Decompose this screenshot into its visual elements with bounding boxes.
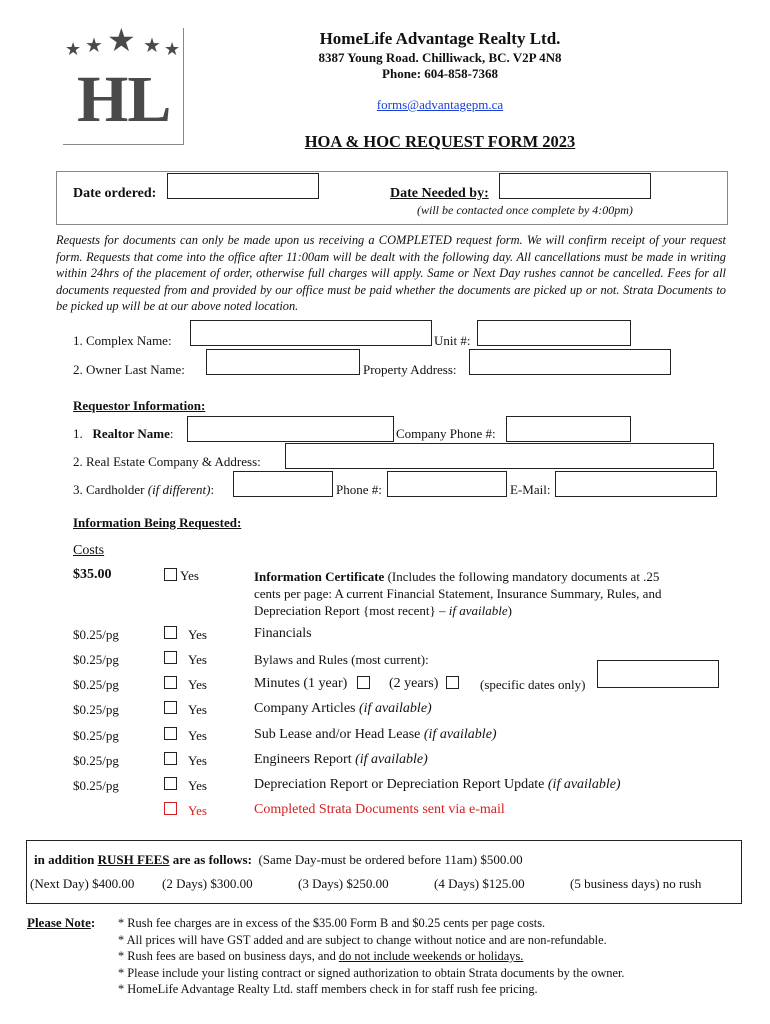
rush-two-days: (2 Days) $300.00 (162, 876, 253, 891)
cardholder-text: 3. Cardholder (73, 482, 145, 497)
date-needed-note: (will be contacted once complete by 4:00pm) (417, 203, 633, 217)
date-needed-label: Date Needed by: (390, 186, 489, 201)
cost-minutes: $0.25/pg (73, 677, 119, 692)
note-item: * All prices will have GST added and are subject to change without notice and are non-refundable. (118, 932, 607, 947)
minutes-specific-dates-field[interactable] (597, 660, 719, 688)
info-certificate-text3: Depreciation Report {most recent} – (254, 603, 449, 618)
costs-label: Costs (73, 543, 105, 558)
realtor-colon: : (169, 426, 174, 441)
requestor-heading: Requestor Information: (73, 398, 206, 413)
real-estate-company-label: 2. Real Estate Company & Address: (73, 454, 261, 469)
engineers-report-desc (254, 752, 428, 768)
rush-three-days: (3 Days) $250.00 (298, 876, 389, 891)
minutes-checkbox[interactable] (164, 676, 177, 689)
cost-sublease: $0.25/pg (73, 728, 119, 743)
sublease-checkbox[interactable] (164, 727, 177, 740)
intro-paragraph: Requests for documents can only be made upon us receiving a COMPLETED request form. We will confirm receipt of your request form. Requests that come into the office after 11:00am will be dealt with the following day. All cancellations must be made in writing within 24hrs of the placement of order, otherwise full charges will apply. Same or Next Day rushes cannot be cancelled. Fees for all documents requested from and provided by our office must be paid whether the documents are picked up or not. Strata Documents to be picked up will be at our above noted location. (56, 233, 726, 313)
yes-label: Yes (188, 627, 207, 642)
yes-label: Yes (188, 778, 207, 793)
yes-label: Yes (188, 702, 207, 717)
owner-last-name-field[interactable] (206, 349, 360, 375)
unit-label: Unit #: (434, 333, 471, 348)
company-articles-italic: (if available) (359, 701, 432, 716)
complex-name-label: 1. Complex Name: (73, 333, 172, 348)
company-phone-field[interactable] (506, 416, 631, 442)
owner-last-name-label: 2. Owner Last Name: (73, 362, 185, 377)
phone-label: Phone #: (336, 482, 382, 497)
yes-label: Yes (188, 728, 207, 743)
cost-info-certificate: $35.00 (73, 567, 112, 582)
unit-field[interactable] (477, 320, 631, 346)
property-address-field[interactable] (469, 349, 671, 375)
info-certificate-desc (254, 568, 714, 619)
sublease-text: Sub Lease and/or Head Lease (254, 727, 424, 742)
company-logo (63, 22, 184, 145)
cardholder-note: (if different) (147, 482, 211, 497)
logo-text: HL (77, 63, 171, 136)
star-icon: ★ (143, 35, 161, 57)
star-icon: ★ (107, 22, 136, 58)
note-item-text: * Rush fees are based on business days, and (118, 949, 339, 963)
company-articles-checkbox[interactable] (164, 701, 177, 714)
please-note-label (27, 915, 95, 931)
minutes-specific-label: (specific dates only) (480, 677, 586, 692)
company-name: HomeLife Advantage Realty Ltd. (319, 29, 561, 48)
cardholder-field[interactable] (233, 471, 333, 497)
date-ordered-label: Date ordered: (73, 186, 157, 201)
depreciation-report-italic: (if available) (547, 777, 621, 792)
engineers-report-text: Engineers Report (254, 752, 356, 767)
info-certificate-title: Information Certificate (254, 569, 385, 584)
info-certificate-checkbox[interactable] (164, 568, 177, 581)
email-link[interactable]: forms@advantagepm.ca (376, 97, 504, 112)
realtor-label-text: Realtor Name (92, 426, 170, 441)
depreciation-report-text: Depreciation Report or Depreciation Report Update (254, 777, 548, 792)
date-ordered-field[interactable] (167, 173, 319, 199)
rush-next-day: (Next Day) $400.00 (30, 876, 135, 891)
complex-name-field[interactable] (190, 320, 432, 346)
requested-heading: Information Being Requested: (73, 515, 242, 530)
phone-field[interactable] (387, 471, 507, 497)
rush-label-end: are as follows: (169, 852, 252, 867)
cardholder-colon: : (210, 482, 215, 497)
notes-list (118, 915, 758, 998)
engineers-report-italic: (if available) (355, 752, 428, 767)
yes-label: Yes (188, 652, 207, 667)
engineers-report-checkbox[interactable] (164, 752, 177, 765)
property-address-label: Property Address: (363, 362, 457, 377)
rush-label: RUSH FEES (97, 852, 170, 867)
email-label: E-Mail: (510, 482, 551, 497)
form-title: HOA & HOC REQUEST FORM 2023 (304, 132, 576, 151)
financials-checkbox[interactable] (164, 626, 177, 639)
company-articles-desc (254, 701, 432, 717)
email-documents-desc: Completed Strata Documents sent via e-mail (254, 802, 505, 817)
info-certificate-text2: cents per page: A current Financial Statement, Insurance Summary, Rules, and (254, 586, 662, 601)
minutes-1yr-checkbox[interactable] (357, 676, 370, 689)
rush-fees-box (26, 840, 742, 904)
note-item (118, 948, 758, 965)
minutes-2yr-label: (2 years) (389, 676, 439, 691)
realtor-name-label (73, 426, 174, 442)
minutes-1yr-label: Minutes (1 year) (254, 676, 348, 691)
company-address: 8387 Young Road. Chilliwack, BC. V2P 4N8 (318, 50, 562, 65)
yes-label: Yes (188, 753, 207, 768)
cost-bylaws: $0.25/pg (73, 652, 119, 667)
info-certificate-text1: (Includes the following mandatory documents at .25 (384, 569, 660, 584)
please-note-colon: : (90, 915, 96, 930)
realtor-name-field[interactable] (187, 416, 394, 442)
cost-company-articles: $0.25/pg (73, 702, 119, 717)
note-item: * HomeLife Advantage Realty Ltd. staff members check in for staff rush fee pricing. (118, 982, 538, 996)
company-phone-label: Company Phone #: (396, 426, 496, 441)
note-item: * Rush fee charges are in excess of the $35.00 Form B and $0.25 cents per page costs. (118, 916, 546, 930)
info-certificate-italic: if available (448, 603, 508, 618)
date-needed-field[interactable] (499, 173, 651, 199)
info-certificate-end: ) (507, 603, 512, 618)
sublease-desc (254, 727, 497, 743)
cost-financials: $0.25/pg (73, 627, 119, 642)
real-estate-company-field[interactable] (285, 443, 714, 469)
note-item: * Please include your listing contract or signed authorization to obtain Strata documents by the owner. (118, 965, 625, 980)
bylaws-desc: Bylaws and Rules (most current): (254, 652, 429, 667)
realtor-number: 1. (73, 426, 83, 441)
yes-label: Yes (188, 677, 207, 692)
rush-intro: in addition (34, 852, 98, 867)
yes-label: Yes (180, 568, 199, 583)
cardholder-label (73, 482, 214, 498)
cost-depreciation-report: $0.25/pg (73, 778, 119, 793)
financials-desc: Financials (254, 626, 312, 641)
yes-label-red: Yes (188, 803, 207, 818)
depreciation-report-checkbox[interactable] (164, 777, 177, 790)
star-icon: ★ (65, 39, 82, 59)
company-phone: Phone: 604-858-7368 (382, 66, 498, 81)
rush-four-days: (4 Days) $125.00 (434, 876, 525, 891)
rush-same-day: (Same Day-must be ordered before 11am) $500.00 (258, 852, 523, 867)
rush-fees-line1 (34, 852, 523, 868)
company-articles-text: Company Articles (254, 701, 359, 716)
cost-engineers-report: $0.25/pg (73, 753, 119, 768)
rush-five-days: (5 business days) no rush (570, 876, 702, 891)
please-note-text: Please Note (27, 915, 91, 930)
star-icon: ★ (85, 35, 103, 57)
depreciation-report-desc (254, 777, 621, 793)
minutes-2yr-checkbox[interactable] (446, 676, 459, 689)
email-field[interactable] (555, 471, 717, 497)
star-icon: ★ (164, 39, 181, 59)
bylaws-checkbox[interactable] (164, 651, 177, 664)
note-item-underlined: do not include weekends or holidays. (338, 949, 524, 963)
sublease-italic: (if available) (423, 727, 497, 742)
email-documents-checkbox[interactable] (164, 802, 177, 815)
